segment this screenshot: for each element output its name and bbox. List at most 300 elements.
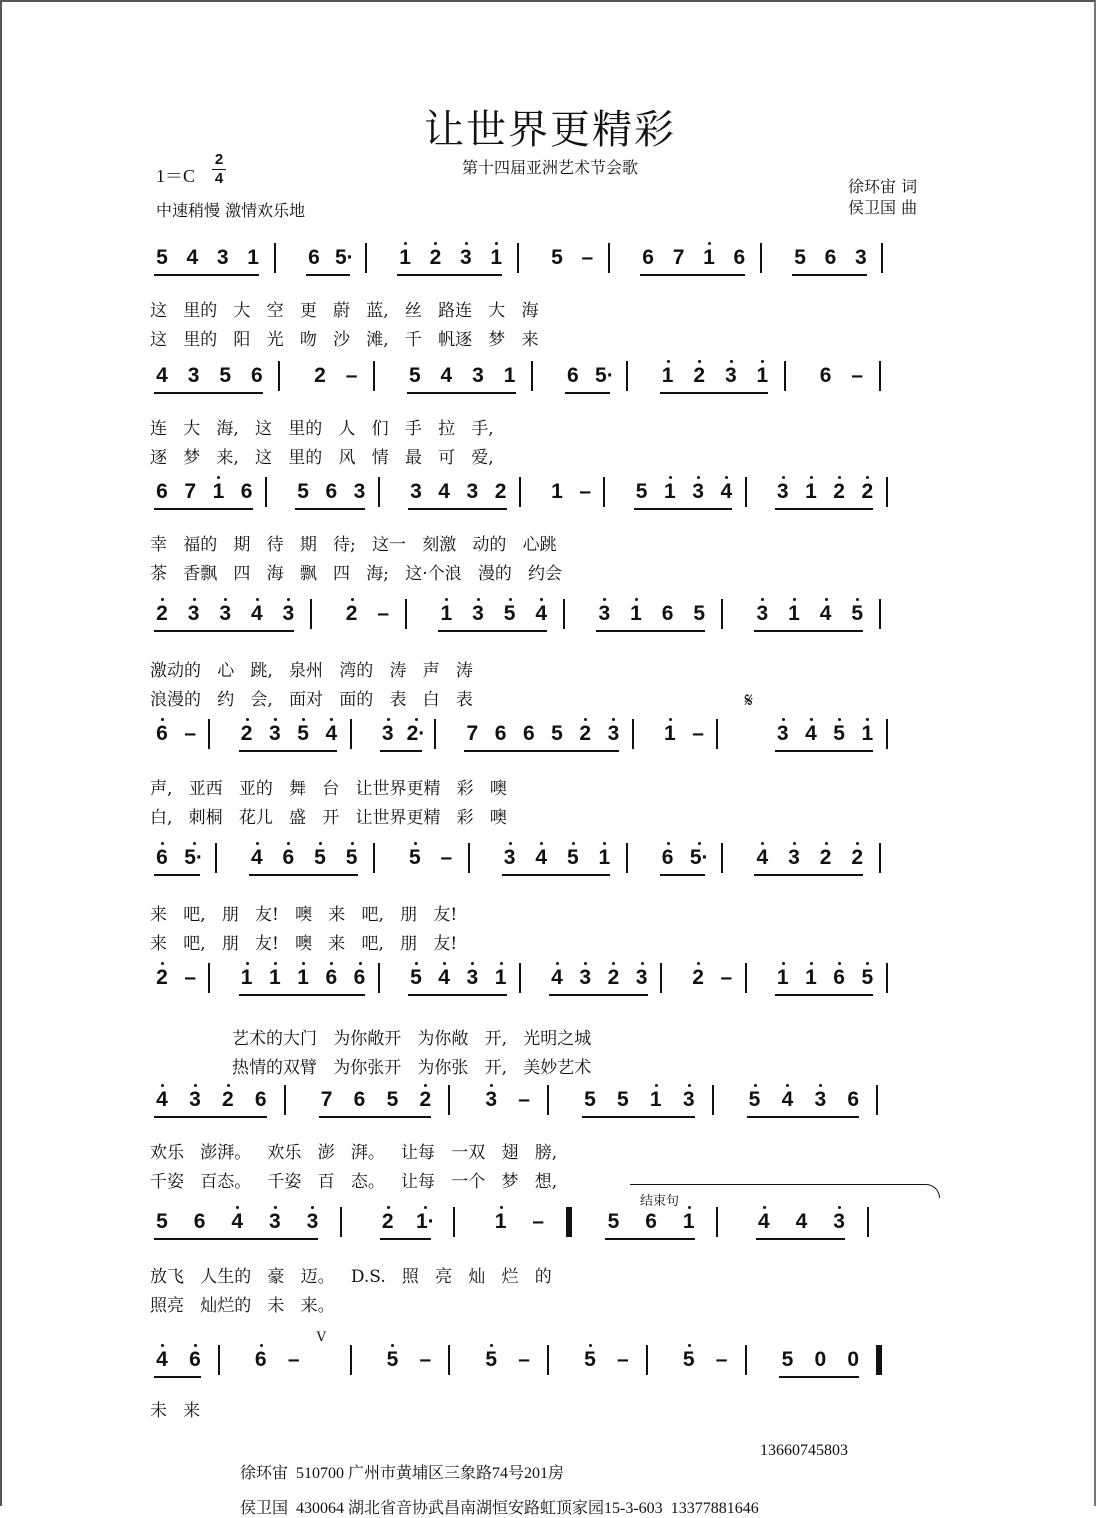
- note: 1: [857, 722, 877, 746]
- note: 3: [855, 246, 867, 269]
- note: 1: [551, 480, 563, 503]
- barline: [215, 843, 217, 873]
- note: 3: [472, 364, 484, 387]
- lyrics-verse-1: 放飞 人生的 豪 迈。 D.S. 照 亮 灿 烂 的: [150, 1267, 552, 1287]
- note: 3: [481, 1088, 501, 1112]
- note: 2: [152, 966, 172, 990]
- note: 3: [353, 480, 366, 503]
- note: 3: [216, 246, 229, 269]
- beam-underline: [565, 874, 611, 876]
- note: 6: [819, 364, 832, 387]
- note: 3: [721, 364, 741, 388]
- note: 5: [551, 246, 563, 269]
- note: 3: [187, 364, 200, 387]
- note: 5·: [184, 846, 203, 869]
- notation-line: [150, 960, 940, 1004]
- beam-underline: [154, 1376, 201, 1378]
- tempo-marking: 中速稍慢 激情欢乐地: [156, 201, 306, 220]
- note: 3: [265, 1210, 285, 1234]
- barline: [284, 1085, 286, 1115]
- note: 5: [406, 966, 426, 990]
- note: 6: [522, 722, 535, 745]
- note: 3: [829, 1210, 849, 1234]
- beam-underline: [812, 1376, 859, 1378]
- note: 1: [395, 246, 415, 270]
- beam-underline: [690, 508, 732, 510]
- note: 6: [824, 246, 837, 269]
- notation-line: [150, 1082, 940, 1126]
- song-title: 让世界更精彩: [424, 107, 676, 153]
- note: 4: [754, 1210, 774, 1234]
- beam-underline: [220, 1116, 267, 1118]
- lyrics-verse-2: 白, 刺桐 花儿 盛 开 让世界更精 彩 噢: [150, 808, 507, 828]
- barline: [350, 1345, 352, 1375]
- notation-line: [150, 1204, 940, 1248]
- lyrics-verse-2: 这 里的 阳 光 吻 沙 滩, 千 帆逐 梦 来: [150, 330, 539, 350]
- note: 4: [156, 364, 168, 387]
- note: 3: [810, 1088, 830, 1112]
- note: 5: [679, 1348, 699, 1372]
- note: 1: [594, 846, 614, 870]
- barline: [519, 477, 521, 507]
- note: 5: [745, 1088, 765, 1112]
- note: 5: [635, 480, 648, 503]
- barline: [867, 1207, 869, 1237]
- lyrics-verse-1: 声, 亚西 亚的 舞 台 让世界更精 彩 噢: [150, 779, 507, 799]
- beam-underline: [295, 750, 337, 752]
- note: 6: [193, 1210, 206, 1233]
- note: 6: [661, 602, 674, 625]
- note: 2: [857, 480, 877, 504]
- beam-underline: [701, 274, 745, 276]
- note: 4: [801, 722, 821, 746]
- barline: [721, 843, 723, 873]
- lyrics-verse-2: 茶 香飘 四 海 飘 四 海; 这·个浪 漫的 约会: [150, 564, 563, 584]
- barline: [531, 361, 533, 391]
- note: 4: [227, 1210, 247, 1234]
- note: 2: [494, 480, 507, 503]
- dash-extension: –: [345, 364, 358, 387]
- note: 2: [575, 722, 595, 746]
- note: 4: [816, 602, 836, 626]
- note: 5: [156, 1210, 168, 1233]
- note: 1: [265, 966, 285, 990]
- contact-address: 湖北省音协武昌南湖恒安路虹顶家园15-3-603: [348, 1500, 663, 1517]
- dash-extension: –: [518, 1348, 530, 1371]
- note: 6: [847, 1088, 860, 1111]
- beam-underline: [215, 274, 259, 276]
- note: 6: [829, 966, 849, 990]
- barline: [886, 719, 888, 749]
- barline: [547, 1085, 549, 1115]
- note: 1: [436, 602, 456, 626]
- barline: [712, 1085, 714, 1115]
- breath-mark: V: [316, 1330, 326, 1345]
- barline: [745, 477, 747, 507]
- note: 5: [293, 722, 313, 746]
- dash-extension: –: [184, 966, 197, 989]
- notation-line: [150, 240, 940, 284]
- lyrics-verse-2: 热情的双臂 为你张开 为你张 开, 美妙艺术: [232, 1058, 592, 1078]
- beam-underline: [818, 630, 864, 632]
- barline: [218, 1345, 220, 1375]
- dash-extension: –: [377, 602, 390, 625]
- barline: [608, 243, 610, 273]
- contact-name: 徐环宙: [240, 1465, 289, 1482]
- note: 2: [603, 966, 623, 990]
- contact-postcode: 430064: [296, 1500, 345, 1517]
- note: 5·: [595, 364, 614, 387]
- note: 1: [660, 480, 680, 504]
- notation-line: [150, 358, 940, 402]
- segno-sign: 𝄋: [744, 688, 754, 712]
- note: 2: [688, 966, 708, 990]
- note: 1: [491, 966, 511, 990]
- repeat-barline: [566, 1207, 572, 1237]
- note: 5: [584, 1088, 596, 1111]
- note: 3: [773, 480, 793, 504]
- dash-extension: –: [419, 1348, 432, 1371]
- lyrics-verse-2: 照亮 灿烂的 未 来。: [150, 1296, 335, 1316]
- beam-underline: [831, 994, 873, 996]
- beam-underline: [831, 750, 873, 752]
- note: 4: [531, 846, 551, 870]
- barline: [378, 963, 380, 993]
- note: 3: [462, 966, 482, 990]
- note: 5: [551, 722, 563, 745]
- beam-underline: [210, 508, 252, 510]
- note: 3: [679, 1088, 699, 1112]
- note: 6: [152, 722, 172, 746]
- note: 5: [847, 602, 867, 626]
- lyricist-credit: 徐环宙 词: [848, 177, 918, 196]
- dash-extension: –: [579, 480, 592, 503]
- barline: [519, 963, 521, 993]
- beam-underline: [660, 874, 706, 876]
- composer-credit: 侯卫国 曲: [848, 198, 918, 217]
- beam-underline: [818, 874, 864, 876]
- dash-extension: –: [692, 722, 704, 745]
- footer-contact-composer: [232, 1477, 759, 1518]
- lyrics-verse-1: 连 大 海, 这 里的 人 们 手 拉 手,: [150, 419, 494, 439]
- note: 2: [378, 1210, 398, 1234]
- note: 3: [265, 722, 285, 746]
- barline: [646, 1345, 648, 1375]
- note: 5: [580, 1348, 600, 1372]
- note: 1: [247, 246, 259, 269]
- note: 2: [689, 364, 709, 388]
- note: 4: [152, 1088, 172, 1112]
- barline: [876, 1085, 878, 1115]
- beam-underline: [643, 1238, 695, 1240]
- note: 4: [438, 480, 450, 503]
- dash-extension: –: [720, 966, 733, 989]
- beam-underline: [154, 874, 200, 876]
- note: 1: [491, 1210, 511, 1234]
- barline: [760, 243, 762, 273]
- note: 1: [801, 480, 821, 504]
- note: 5·: [689, 846, 709, 869]
- note: 3: [784, 846, 804, 870]
- note: 3: [185, 1088, 205, 1112]
- barline: [660, 963, 662, 993]
- note: 3: [594, 602, 614, 626]
- note: 4: [752, 846, 772, 870]
- note: 2·: [406, 722, 426, 745]
- note: 5: [693, 602, 706, 625]
- beam-underline: [565, 392, 611, 394]
- note: 6: [308, 246, 320, 269]
- barline: [563, 599, 565, 629]
- barline: [405, 599, 407, 629]
- note: 4: [152, 1348, 172, 1372]
- note: 7: [320, 1088, 333, 1111]
- notation-line: [150, 596, 940, 640]
- beam-underline: [312, 874, 358, 876]
- beam-underline: [831, 508, 873, 510]
- note: 1: [699, 246, 719, 270]
- note: 1: [752, 364, 772, 388]
- note: 1: [626, 602, 646, 626]
- note: 5: [481, 1348, 501, 1372]
- note: 3: [466, 480, 479, 503]
- lyrics-verse-1: 幸 福的 期 待 期 待; 这一 刻激 动的 心跳: [150, 535, 557, 555]
- barline: [265, 477, 267, 507]
- barline: [716, 719, 718, 749]
- lyrics-verse-1: 来 吧, 朋 友! 噢 来 吧, 朋 友!: [150, 905, 458, 925]
- note: 2: [314, 364, 326, 387]
- barline: [626, 361, 628, 391]
- note: 5: [794, 246, 806, 269]
- lyrics-verse-2: 来 吧, 朋 友! 噢 来 吧, 朋 友!: [150, 934, 458, 954]
- note: 5: [781, 1348, 794, 1371]
- note: 3: [184, 602, 204, 626]
- note: 3: [302, 1210, 322, 1234]
- note: 1: [208, 480, 228, 504]
- dash-extension: –: [440, 846, 453, 869]
- note: 6: [254, 1088, 267, 1111]
- note: 4: [777, 1088, 797, 1112]
- barline: [274, 243, 276, 273]
- note: 4: [531, 602, 551, 626]
- barline: [632, 719, 634, 749]
- contact-phone: 13377881646: [670, 1500, 759, 1517]
- barline: [434, 719, 436, 749]
- note: 6: [353, 1088, 366, 1111]
- beam-underline: [458, 274, 502, 276]
- note: 1: [773, 966, 793, 990]
- barline: [468, 843, 470, 873]
- barline: [784, 361, 786, 391]
- note: 6: [350, 966, 370, 990]
- dash-extension: –: [184, 722, 197, 745]
- note: 4: [247, 846, 267, 870]
- note: 6: [156, 480, 168, 503]
- note: 6: [185, 1348, 205, 1372]
- note: 7: [184, 480, 197, 503]
- beam-underline: [723, 392, 769, 394]
- note: 1: [237, 966, 257, 990]
- note: 2: [425, 246, 445, 270]
- note: 2: [829, 480, 849, 504]
- note: 1: [784, 602, 804, 626]
- lyrics-verse-1: 未 来: [150, 1401, 201, 1421]
- dash-extension: –: [532, 1210, 545, 1233]
- note: 6: [278, 846, 298, 870]
- key-signature: 1＝C: [156, 166, 196, 186]
- note: 3: [278, 602, 298, 626]
- note: 0: [814, 1348, 827, 1371]
- barline: [340, 1207, 342, 1237]
- note: 6: [321, 966, 341, 990]
- beam-underline: [577, 750, 619, 752]
- note: 5: [405, 846, 425, 870]
- beam-underline: [812, 1116, 859, 1118]
- lyrics-verse-2: 逐 梦 来, 这 里的 风 情 最 可 爱,: [150, 448, 494, 468]
- note: 5: [382, 1348, 402, 1372]
- note: 5: [297, 480, 309, 503]
- note: 0: [847, 1348, 860, 1371]
- note: 2: [847, 846, 867, 870]
- barline: [879, 843, 881, 873]
- barline: [208, 963, 210, 993]
- note: 1: [658, 364, 678, 388]
- barline: [603, 477, 605, 507]
- contact-postcode: 510700: [296, 1465, 345, 1482]
- lyrics-verse-2: 浪漫的 约 会, 面对 面的 表 白 表: [150, 690, 473, 710]
- barline: [310, 599, 312, 629]
- note: 3: [500, 846, 520, 870]
- time-sig-bottom: 4: [214, 170, 224, 187]
- ending-bracket: [630, 1184, 940, 1198]
- note: 5: [156, 246, 168, 269]
- barline: [208, 719, 210, 749]
- note: 3: [752, 602, 772, 626]
- note: 6: [642, 246, 654, 269]
- note: 1: [486, 246, 506, 270]
- note: 6: [494, 722, 507, 745]
- dash-extension: –: [518, 1088, 530, 1111]
- note: 1: [503, 364, 516, 387]
- beam-underline: [794, 1238, 846, 1240]
- barline: [448, 1085, 450, 1115]
- note: 4: [247, 602, 267, 626]
- note: 3: [773, 722, 793, 746]
- note: 1: [660, 722, 680, 746]
- barline: [547, 1345, 549, 1375]
- dash-extension: –: [851, 364, 864, 387]
- note: 5: [607, 1210, 620, 1233]
- note: 2: [218, 1088, 238, 1112]
- note: 6: [251, 1348, 271, 1372]
- note: 7: [672, 246, 685, 269]
- dash-extension: –: [715, 1348, 728, 1371]
- barline: [626, 843, 628, 873]
- beam-underline: [380, 750, 422, 752]
- note: 5: [386, 1088, 399, 1111]
- note: 5: [310, 846, 330, 870]
- note: 2: [342, 602, 362, 626]
- note: 6: [733, 246, 746, 269]
- barline: [745, 963, 747, 993]
- dash-extension: –: [287, 1348, 300, 1371]
- dash-extension: –: [616, 1348, 629, 1371]
- time-signature: [212, 152, 226, 187]
- barline: [745, 1345, 747, 1375]
- beam-underline: [605, 994, 647, 996]
- note: 2: [152, 602, 172, 626]
- note: 3: [456, 246, 476, 270]
- note: 6: [152, 846, 172, 870]
- note: 4: [186, 246, 199, 269]
- beam-underline: [822, 274, 866, 276]
- beam-underline: [380, 1238, 432, 1240]
- note: 3: [632, 966, 652, 990]
- beam-underline: [323, 994, 365, 996]
- note: 7: [466, 722, 479, 745]
- note: 1: [679, 1210, 699, 1234]
- lyrics-verse-1: 艺术的大门 为你敞开 为你敞 开, 光明之城: [232, 1029, 592, 1049]
- beam-underline: [470, 392, 516, 394]
- note: 3: [603, 722, 623, 746]
- note: 4: [440, 364, 453, 387]
- beam-underline: [502, 630, 548, 632]
- barline: [716, 1207, 718, 1237]
- note: 3: [688, 480, 708, 504]
- notation-line: [150, 840, 940, 884]
- note: 6: [566, 364, 579, 387]
- beam-underline: [217, 392, 263, 394]
- barline: [879, 599, 881, 629]
- beam-underline: [306, 274, 350, 276]
- beam-underline: [464, 994, 506, 996]
- beam-underline: [267, 1238, 319, 1240]
- note: 5: [616, 1088, 629, 1111]
- note: 4: [795, 1210, 808, 1233]
- note: 4: [434, 966, 454, 990]
- beam-underline: [660, 630, 706, 632]
- lyrics-verse-1: 欢乐 澎湃。 欢乐 澎 湃。 让每 一双 翅 膀,: [150, 1143, 558, 1163]
- barline: [886, 963, 888, 993]
- note: 2: [237, 722, 257, 746]
- barline: [378, 477, 380, 507]
- note: 1: [646, 1088, 666, 1112]
- contact-address: 广州市黄埔区三象路74号201房: [348, 1465, 565, 1482]
- note: 3: [468, 602, 488, 626]
- lyrics-verse-1: 激动的 心 跳, 泉州 湾的 涛 声 涛: [150, 661, 473, 681]
- dash-extension: –: [581, 246, 594, 269]
- note: 6: [645, 1210, 657, 1233]
- barline: [886, 477, 888, 507]
- note: 1: [293, 966, 313, 990]
- note: 3: [410, 480, 422, 503]
- note: 3: [215, 602, 235, 626]
- note: 4: [716, 480, 736, 504]
- ending-label: 结束句: [640, 1194, 680, 1209]
- barline: [350, 719, 352, 749]
- barline: [721, 599, 723, 629]
- contact-phone: 13660745803: [760, 1442, 848, 1459]
- barline: [448, 1345, 450, 1375]
- barline: [879, 361, 881, 391]
- final-barline: [876, 1345, 882, 1375]
- note: 1: [801, 966, 821, 990]
- barline: [881, 243, 883, 273]
- notation-line: [150, 474, 940, 518]
- note: 1·: [415, 1210, 435, 1233]
- notation-line: [150, 1330, 940, 1386]
- note: 5: [408, 364, 421, 387]
